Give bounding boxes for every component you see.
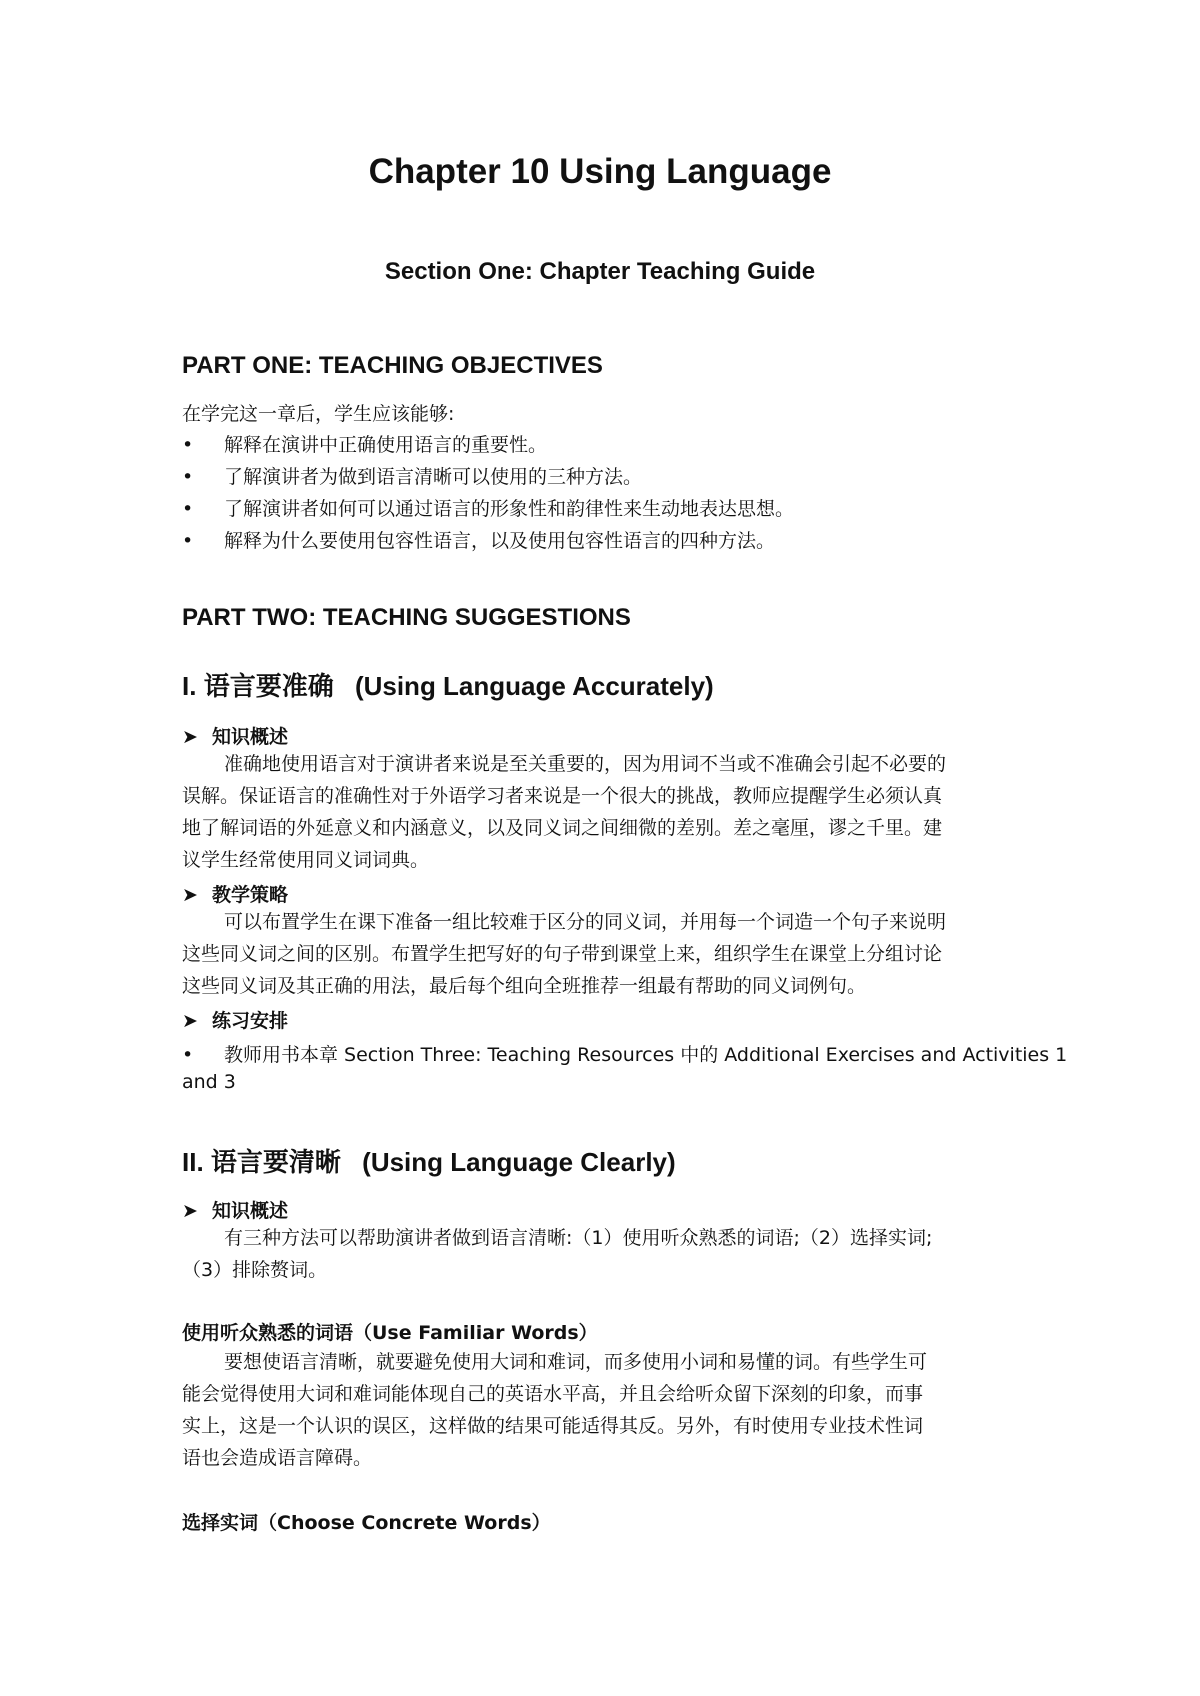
practice-label-text: 练习安排 (212, 1010, 289, 1032)
section-subtitle: Section One: Chapter Teaching Guide (384, 258, 816, 285)
objective-item (182, 526, 775, 553)
paragraph-line: 这些同义词之间的区别。布置学生把写好的句子带到课堂上来，组织学生在课堂上分组讨论 (182, 943, 943, 965)
bullet-icon: • (182, 434, 194, 456)
strategy-label-text: 教学策略 (212, 884, 289, 906)
section-2-title-en: (Using Language Clearly) (362, 1147, 676, 1177)
practice-text: 教师用书本章 Section Three: Teaching Resources 中的 Additional Exercises and Activities 1 (224, 1044, 1068, 1066)
paragraph-line: 有三种方法可以帮助演讲者做到语言清晰:（1）使用听众熟悉的词语;（2）选择实词; (224, 1227, 933, 1249)
objective-text: 了解演讲者如何可以通过语言的形象性和韵律性来生动地表达思想。 (224, 498, 795, 520)
objectives-intro: 在学完这一章后，学生应该能够: (182, 403, 455, 425)
section-1-number: I. (182, 671, 197, 701)
objective-item (182, 494, 794, 521)
section-1-title-cn: 语言要准确 (203, 672, 334, 702)
paragraph-line: 可以布置学生在课下准备一组比较难于区分的同义词，并用每一个词造一个句子来说明 (224, 911, 947, 933)
bullet-icon: • (182, 466, 194, 488)
paragraph-line: （3）排除赘词。 (182, 1259, 328, 1281)
chapter-title: Chapter 10 Using Language (368, 152, 832, 191)
bullet-icon: • (182, 530, 194, 552)
section-1-title-en: (Using Language Accurately) (354, 671, 714, 701)
section-1-overview-paragraph (182, 748, 1022, 876)
paragraph-line: 准确地使用语言对于演讲者来说是至关重要的，因为用词不当或不准确会引起不必要的 (224, 753, 947, 775)
paragraph-line: 实上，这是一个认识的误区，这样做的结果可能适得其反。另外，有时使用专业技术性词 (182, 1415, 924, 1437)
objective-item (182, 462, 642, 489)
bullet-icon: • (182, 1044, 194, 1066)
paragraph-line: 语也会造成语言障碍。 (182, 1447, 373, 1469)
arrow-bullet-icon: ➤ (182, 1200, 198, 1222)
arrow-bullet-icon: ➤ (182, 1010, 198, 1032)
section-2-overview-paragraph (182, 1222, 1022, 1286)
familiar-words-paragraph (182, 1346, 1022, 1474)
objective-text: 解释在演讲中正确使用语言的重要性。 (224, 434, 548, 456)
paragraph-line: 误解。保证语言的准确性对于外语学习者来说是一个很大的挑战，教师应提醒学生必须认真 (182, 785, 943, 807)
practice-item (182, 1040, 1067, 1067)
part-one-heading: PART ONE: TEACHING OBJECTIVES (182, 352, 603, 379)
objective-text: 解释为什么要使用包容性语言，以及使用包容性语言的四种方法。 (224, 530, 776, 552)
arrow-bullet-icon: ➤ (182, 884, 198, 906)
overview-label-text: 知识概述 (212, 1200, 289, 1222)
objective-item (182, 430, 547, 457)
arrow-bullet-icon: ➤ (182, 726, 198, 748)
paragraph-line: 要想使语言清晰，就要避免使用大词和难词，而多使用小词和易懂的词。有些学生可 (224, 1351, 928, 1373)
section-2-heading (182, 1142, 676, 1179)
familiar-words-heading: 使用听众熟悉的词语（Use Familiar Words） (182, 1322, 598, 1344)
overview-label-text: 知识概述 (212, 726, 289, 748)
section-1-strategy-label (182, 880, 288, 907)
paragraph-line: 议学生经常使用同义词词典。 (182, 849, 430, 871)
section-2-title-cn: 语言要清晰 (210, 1148, 341, 1178)
concrete-words-heading: 选择实词（Choose Concrete Words） (182, 1512, 551, 1534)
paragraph-line: 能会觉得使用大词和难词能体现自己的英语水平高，并且会给听众留下深刻的印象，而事 (182, 1383, 924, 1405)
section-2-number: II. (182, 1147, 204, 1177)
section-1-overview-label (182, 722, 288, 749)
section-1-practice-label (182, 1006, 288, 1033)
objective-text: 了解演讲者为做到语言清晰可以使用的三种方法。 (224, 466, 643, 488)
practice-text-continued: and 3 (182, 1071, 236, 1093)
section-2-overview-label (182, 1196, 288, 1223)
paragraph-line: 这些同义词及其正确的用法，最后每个组向全班推荐一组最有帮助的同义词例句。 (182, 975, 867, 997)
bullet-icon: • (182, 498, 194, 520)
paragraph-line: 地了解词语的外延意义和内涵意义，以及同义词之间细微的差别。差之毫厘，谬之千里。建 (182, 817, 943, 839)
part-two-heading: PART TWO: TEACHING SUGGESTIONS (182, 604, 631, 631)
section-1-heading (182, 666, 714, 703)
section-1-strategy-paragraph (182, 906, 1022, 1002)
